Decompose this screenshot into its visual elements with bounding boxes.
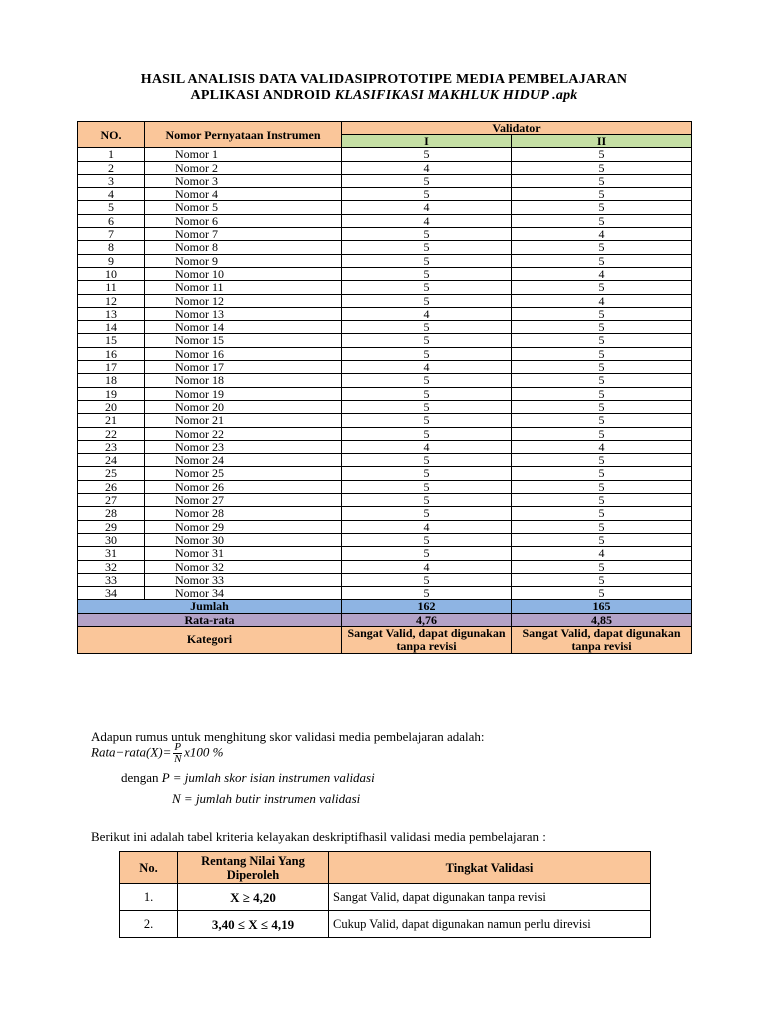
table-row — [78, 254, 692, 267]
document-title-line2 — [0, 88, 768, 104]
table-row — [78, 440, 692, 453]
row-statement: Nomor 33 — [145, 573, 342, 586]
sum-validator-2: 165 — [512, 600, 692, 613]
category-validator-1: Sangat Valid, dapat digunakan tanpa revisi — [342, 626, 512, 653]
row-validator-1: 5 — [342, 188, 512, 201]
row-validator-2: 5 — [512, 161, 692, 174]
row-statement: Nomor 11 — [145, 281, 342, 294]
row-number: 22 — [78, 427, 145, 440]
table-row — [78, 174, 692, 187]
header-validator-2: II — [512, 135, 692, 148]
row-statement: Nomor 32 — [145, 560, 342, 573]
row-statement: Nomor 30 — [145, 533, 342, 546]
row-statement: Nomor 29 — [145, 520, 342, 533]
table-row — [78, 267, 692, 280]
row-validator-2: 5 — [512, 254, 692, 267]
table-row — [78, 281, 692, 294]
table-row — [78, 400, 692, 413]
row-validator-1: 4 — [342, 440, 512, 453]
document-title-line1: HASIL ANALISIS DATA VALIDASIPROTOTIPE MEDIA PEMBELAJARAN — [140, 72, 628, 87]
row-statement: Nomor 24 — [145, 454, 342, 467]
row-number: 10 — [78, 267, 145, 280]
criteria-level: Cukup Valid, dapat digunakan namun perlu direvisi — [329, 911, 651, 938]
row-number: 4 — [78, 188, 145, 201]
criteria-header-no: No. — [120, 852, 178, 884]
average-validator-2: 4,85 — [512, 613, 692, 626]
sum-validator-1: 162 — [342, 600, 512, 613]
row-number: 5 — [78, 201, 145, 214]
formula — [91, 742, 223, 765]
row-statement: Nomor 3 — [145, 174, 342, 187]
row-statement: Nomor 34 — [145, 587, 342, 600]
row-validator-2: 5 — [512, 347, 692, 360]
average-row — [78, 613, 692, 626]
row-validator-1: 4 — [342, 560, 512, 573]
row-number: 7 — [78, 228, 145, 241]
formula-rhs: x100 % — [184, 744, 224, 760]
table-body — [78, 148, 692, 600]
row-validator-1: 5 — [342, 148, 512, 161]
row-number: 30 — [78, 533, 145, 546]
row-validator-2: 4 — [512, 547, 692, 560]
row-validator-1: 5 — [342, 228, 512, 241]
row-validator-1: 5 — [342, 400, 512, 413]
row-statement: Nomor 2 — [145, 161, 342, 174]
row-validator-2: 5 — [512, 400, 692, 413]
row-validator-2: 5 — [512, 148, 692, 161]
row-number: 34 — [78, 587, 145, 600]
row-number: 29 — [78, 520, 145, 533]
row-validator-2: 5 — [512, 321, 692, 334]
row-validator-2: 5 — [512, 281, 692, 294]
row-validator-1: 4 — [342, 161, 512, 174]
table-row — [78, 560, 692, 573]
table-row — [78, 480, 692, 493]
criteria-header-range: Rentang Nilai Yang Diperoleh — [178, 852, 329, 884]
table-row — [78, 507, 692, 520]
row-validator-2: 5 — [512, 334, 692, 347]
row-number: 19 — [78, 387, 145, 400]
criteria-body — [120, 884, 651, 938]
row-number: 3 — [78, 174, 145, 187]
title-app-name: KLASIFIKASI MAKHLUK HIDUP .apk — [334, 88, 578, 103]
header-statement: Nomor Pernyataan Instrumen — [145, 122, 342, 148]
criteria-row — [120, 911, 651, 938]
average-label: Rata-rata — [78, 613, 342, 626]
row-statement: Nomor 20 — [145, 400, 342, 413]
row-statement: Nomor 8 — [145, 241, 342, 254]
row-number: 32 — [78, 560, 145, 573]
row-statement: Nomor 19 — [145, 387, 342, 400]
validation-table — [77, 121, 692, 654]
row-validator-2: 5 — [512, 241, 692, 254]
row-statement: Nomor 10 — [145, 267, 342, 280]
row-number: 27 — [78, 494, 145, 507]
row-number: 21 — [78, 414, 145, 427]
table-row — [78, 494, 692, 507]
row-number: 25 — [78, 467, 145, 480]
row-validator-2: 5 — [512, 414, 692, 427]
row-validator-1: 5 — [342, 547, 512, 560]
formula-numerator: P — [174, 741, 182, 753]
row-validator-1: 5 — [342, 241, 512, 254]
row-validator-2: 5 — [512, 188, 692, 201]
row-validator-1: 5 — [342, 427, 512, 440]
row-statement: Nomor 17 — [145, 361, 342, 374]
row-validator-1: 5 — [342, 480, 512, 493]
formula-denominator: N — [174, 753, 182, 765]
row-validator-1: 4 — [342, 214, 512, 227]
row-statement: Nomor 15 — [145, 334, 342, 347]
criteria-header-level: Tingkat Validasi — [329, 852, 651, 884]
row-validator-1: 5 — [342, 374, 512, 387]
row-validator-1: 5 — [342, 174, 512, 187]
table-row — [78, 573, 692, 586]
table-row — [78, 201, 692, 214]
row-validator-2: 5 — [512, 520, 692, 533]
row-number: 6 — [78, 214, 145, 227]
table-row — [78, 454, 692, 467]
criteria-intro: Berikut ini adalah tabel kriteria kelayakan deskriptifhasil validasi media pembelajaran : — [91, 829, 546, 844]
row-number: 18 — [78, 374, 145, 387]
table-row — [78, 148, 692, 161]
row-validator-1: 5 — [342, 587, 512, 600]
row-validator-2: 4 — [512, 294, 692, 307]
row-statement: Nomor 7 — [145, 228, 342, 241]
row-validator-2: 5 — [512, 454, 692, 467]
row-validator-1: 5 — [342, 334, 512, 347]
row-statement: Nomor 5 — [145, 201, 342, 214]
row-statement: Nomor 28 — [145, 507, 342, 520]
row-statement: Nomor 16 — [145, 347, 342, 360]
table-row — [78, 334, 692, 347]
row-statement: Nomor 6 — [145, 214, 342, 227]
row-statement: Nomor 9 — [145, 254, 342, 267]
table-row — [78, 361, 692, 374]
row-validator-2: 5 — [512, 533, 692, 546]
table-row — [78, 533, 692, 546]
row-validator-2: 5 — [512, 467, 692, 480]
row-statement: Nomor 14 — [145, 321, 342, 334]
row-validator-1: 5 — [342, 347, 512, 360]
row-statement: Nomor 4 — [145, 188, 342, 201]
criteria-table — [119, 851, 651, 938]
criteria-level: Sangat Valid, dapat digunakan tanpa revisi — [329, 884, 651, 911]
row-number: 31 — [78, 547, 145, 560]
row-validator-1: 5 — [342, 294, 512, 307]
row-validator-2: 5 — [512, 307, 692, 320]
row-number: 23 — [78, 440, 145, 453]
row-validator-1: 4 — [342, 201, 512, 214]
table-row — [78, 387, 692, 400]
criteria-no: 1. — [120, 884, 178, 911]
formula-intro: Adapun rumus untuk menghitung skor validasi media pembelajaran adalah: — [91, 729, 485, 744]
row-number: 17 — [78, 361, 145, 374]
row-validator-1: 5 — [342, 507, 512, 520]
row-statement: Nomor 25 — [145, 467, 342, 480]
row-validator-2: 5 — [512, 174, 692, 187]
dengan-prefix: dengan — [121, 770, 162, 785]
row-validator-2: 5 — [512, 587, 692, 600]
row-validator-2: 5 — [512, 560, 692, 573]
formula-lhs: Rata−rata(X)= — [91, 744, 172, 760]
row-number: 28 — [78, 507, 145, 520]
criteria-range: 3,40 ≤ X ≤ 4,19 — [178, 911, 329, 938]
row-validator-1: 5 — [342, 467, 512, 480]
row-validator-2: 5 — [512, 573, 692, 586]
row-statement: Nomor 22 — [145, 427, 342, 440]
table-row — [78, 547, 692, 560]
table-row — [78, 294, 692, 307]
table-row — [78, 467, 692, 480]
row-validator-2: 4 — [512, 267, 692, 280]
row-validator-1: 5 — [342, 414, 512, 427]
row-validator-1: 5 — [342, 321, 512, 334]
row-number: 15 — [78, 334, 145, 347]
table-row — [78, 587, 692, 600]
category-validator-2: Sangat Valid, dapat digunakan tanpa revisi — [512, 626, 692, 653]
row-validator-1: 5 — [342, 573, 512, 586]
row-validator-2: 5 — [512, 201, 692, 214]
row-validator-2: 5 — [512, 214, 692, 227]
row-statement: Nomor 21 — [145, 414, 342, 427]
table-row — [78, 228, 692, 241]
row-statement: Nomor 13 — [145, 307, 342, 320]
row-statement: Nomor 26 — [145, 480, 342, 493]
p-definition: P = jumlah skor isian instrumen validasi — [161, 770, 375, 785]
table-row — [78, 427, 692, 440]
average-validator-1: 4,76 — [342, 613, 512, 626]
row-validator-1: 5 — [342, 254, 512, 267]
row-validator-2: 5 — [512, 361, 692, 374]
row-number: 1 — [78, 148, 145, 161]
row-statement: Nomor 23 — [145, 440, 342, 453]
row-number: 20 — [78, 400, 145, 413]
category-label: Kategori — [78, 626, 342, 653]
row-validator-1: 4 — [342, 361, 512, 374]
row-statement: Nomor 18 — [145, 374, 342, 387]
formula-legend-n — [172, 791, 360, 807]
row-number: 2 — [78, 161, 145, 174]
row-validator-1: 5 — [342, 281, 512, 294]
n-definition: N = jumlah butir instrumen validasi — [172, 791, 361, 806]
title-prefix: APLIKASI ANDROID — [190, 88, 335, 103]
row-validator-1: 5 — [342, 454, 512, 467]
row-validator-1: 5 — [342, 494, 512, 507]
row-number: 33 — [78, 573, 145, 586]
row-statement: Nomor 27 — [145, 494, 342, 507]
table-row — [78, 321, 692, 334]
row-number: 16 — [78, 347, 145, 360]
formula-fraction — [173, 742, 182, 765]
row-number: 14 — [78, 321, 145, 334]
row-validator-2: 5 — [512, 507, 692, 520]
table-row — [78, 520, 692, 533]
formula-legend-p — [121, 770, 375, 786]
sum-row — [78, 600, 692, 613]
table-row — [78, 374, 692, 387]
row-statement: Nomor 31 — [145, 547, 342, 560]
row-number: 9 — [78, 254, 145, 267]
row-validator-2: 4 — [512, 440, 692, 453]
table-row — [78, 347, 692, 360]
row-validator-2: 4 — [512, 228, 692, 241]
criteria-row — [120, 884, 651, 911]
row-validator-1: 5 — [342, 267, 512, 280]
row-statement: Nomor 12 — [145, 294, 342, 307]
row-validator-2: 5 — [512, 494, 692, 507]
header-validator-1: I — [342, 135, 512, 148]
row-validator-1: 5 — [342, 387, 512, 400]
row-number: 26 — [78, 480, 145, 493]
row-validator-2: 5 — [512, 374, 692, 387]
row-number: 8 — [78, 241, 145, 254]
row-number: 24 — [78, 454, 145, 467]
row-statement: Nomor 1 — [145, 148, 342, 161]
row-number: 11 — [78, 281, 145, 294]
table-row — [78, 188, 692, 201]
table-row — [78, 161, 692, 174]
criteria-range: X ≥ 4,20 — [178, 884, 329, 911]
row-number: 12 — [78, 294, 145, 307]
header-no: NO. — [78, 122, 145, 148]
sum-label: Jumlah — [78, 600, 342, 613]
row-validator-1: 4 — [342, 307, 512, 320]
criteria-no: 2. — [120, 911, 178, 938]
row-validator-2: 5 — [512, 480, 692, 493]
table-row — [78, 214, 692, 227]
row-validator-2: 5 — [512, 387, 692, 400]
table-row — [78, 414, 692, 427]
row-validator-1: 4 — [342, 520, 512, 533]
category-row — [78, 626, 692, 653]
table-row — [78, 241, 692, 254]
table-row — [78, 307, 692, 320]
row-validator-1: 5 — [342, 533, 512, 546]
header-validator: Validator — [342, 122, 692, 135]
row-validator-2: 5 — [512, 427, 692, 440]
row-number: 13 — [78, 307, 145, 320]
